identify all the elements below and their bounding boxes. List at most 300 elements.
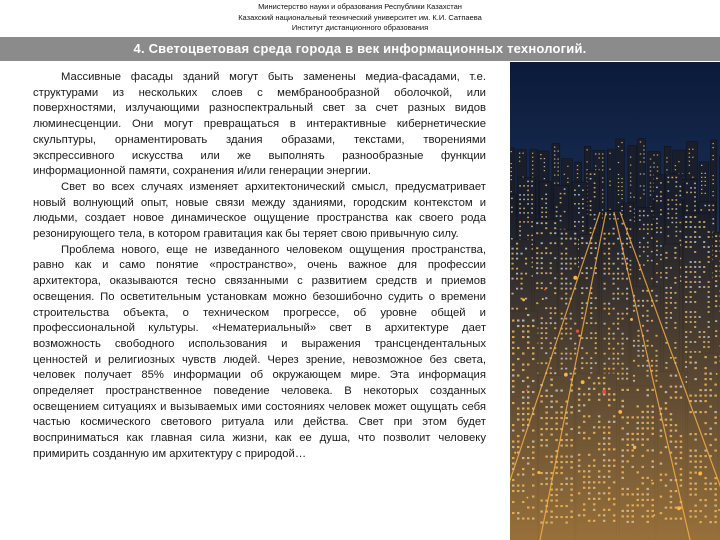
window-light — [511, 175, 512, 176]
window-light — [712, 147, 713, 148]
window-light — [609, 209, 610, 210]
street-light — [602, 390, 606, 394]
window-light — [686, 192, 688, 194]
window-light — [527, 181, 529, 183]
window-light — [564, 188, 566, 190]
window-light — [701, 181, 702, 182]
window-light — [650, 170, 651, 171]
window-light — [694, 183, 696, 185]
window-light — [639, 210, 641, 212]
window-light — [701, 189, 702, 190]
window-light — [686, 183, 688, 185]
window-light — [618, 182, 619, 183]
window-light — [643, 145, 644, 146]
window-light — [594, 196, 596, 198]
window-light — [557, 163, 558, 164]
window-light — [630, 177, 631, 178]
window-light — [554, 163, 555, 164]
window-light — [656, 200, 658, 202]
window-light — [705, 185, 706, 186]
window-light — [586, 149, 587, 150]
window-light — [621, 194, 622, 195]
window-light — [621, 206, 622, 207]
window-light — [590, 178, 592, 180]
street-light — [581, 380, 585, 384]
street-light — [716, 373, 718, 375]
window-light — [643, 161, 644, 162]
window-light — [602, 177, 603, 178]
street-light — [526, 389, 528, 391]
window-light — [650, 182, 651, 183]
window-light — [705, 181, 706, 182]
window-light — [712, 195, 713, 196]
window-light — [679, 195, 681, 197]
window-light — [590, 209, 592, 211]
window-light — [557, 175, 558, 176]
window-light — [643, 189, 644, 190]
window-light — [708, 209, 710, 211]
window-light — [594, 187, 596, 189]
window-light — [574, 194, 576, 196]
window-light — [630, 181, 631, 182]
window-light — [609, 153, 610, 154]
window-light — [618, 186, 619, 187]
window-light — [545, 203, 547, 205]
street-light — [542, 298, 544, 300]
window-light — [618, 174, 619, 175]
window-light — [545, 207, 547, 209]
window-light — [531, 208, 533, 210]
window-light — [598, 153, 599, 154]
window-light — [701, 165, 702, 166]
window-light — [527, 190, 529, 192]
window-light — [511, 198, 513, 200]
street-light — [537, 471, 540, 474]
window-light — [653, 166, 654, 167]
window-light — [557, 151, 558, 152]
window-light — [675, 208, 677, 210]
window-light — [582, 208, 584, 210]
street-light — [522, 298, 525, 301]
street-light — [597, 377, 599, 379]
window-light — [527, 194, 529, 196]
window-light — [689, 173, 690, 174]
window-light — [586, 161, 587, 162]
window-light — [650, 186, 651, 187]
window-light — [511, 179, 512, 180]
street-light — [544, 289, 546, 291]
window-light — [594, 191, 596, 193]
institute-line: Институт дистанционного образования — [291, 23, 429, 32]
window-light — [621, 182, 622, 183]
window-light — [708, 205, 710, 207]
window-light — [640, 161, 641, 162]
window-light — [660, 209, 662, 211]
window-light — [527, 185, 529, 187]
window-light — [519, 185, 521, 187]
window-light — [686, 205, 688, 207]
window-light — [532, 173, 533, 174]
window-light — [532, 169, 533, 170]
window-light — [519, 199, 521, 201]
window-light — [544, 178, 545, 179]
window-light — [618, 162, 619, 163]
window-light — [594, 173, 596, 175]
window-light — [574, 203, 576, 205]
window-light — [650, 158, 651, 159]
window-light — [602, 169, 603, 170]
window-light — [531, 203, 533, 205]
window-light — [679, 204, 681, 206]
window-light — [630, 206, 632, 208]
street-light — [573, 276, 577, 280]
window-light — [560, 197, 562, 199]
window-light — [630, 157, 631, 158]
window-light — [660, 196, 662, 198]
slide-title: 4. Светоцветовая среда города в век информационных технологий. — [0, 37, 720, 61]
window-light — [694, 187, 696, 189]
street-light — [651, 479, 653, 481]
window-light — [705, 193, 706, 194]
window-light — [675, 177, 677, 179]
window-light — [554, 155, 555, 156]
street-light — [618, 410, 622, 414]
window-light — [511, 151, 512, 152]
window-light — [511, 207, 513, 209]
window-light — [712, 175, 713, 176]
window-light — [712, 159, 713, 160]
window-light — [694, 196, 696, 198]
window-light — [554, 167, 555, 168]
window-light — [640, 173, 641, 174]
window-light — [602, 165, 603, 166]
window-light — [618, 178, 619, 179]
window-light — [643, 193, 644, 194]
window-light — [657, 154, 658, 155]
street-light — [578, 335, 580, 337]
window-light — [692, 157, 693, 158]
window-light — [690, 192, 692, 194]
ministry-line: Министерство науки и образования Республики Казахстан — [258, 2, 462, 11]
window-light — [689, 165, 690, 166]
window-light — [671, 199, 673, 201]
window-light — [577, 173, 578, 174]
window-light — [545, 194, 547, 196]
window-light — [532, 161, 533, 162]
street-light — [677, 506, 681, 510]
window-light — [519, 153, 520, 154]
window-light — [667, 181, 669, 183]
window-light — [590, 173, 592, 175]
body-text — [33, 70, 486, 463]
window-light — [694, 192, 696, 194]
window-light — [705, 177, 706, 178]
window-light — [666, 161, 667, 162]
window-light — [692, 177, 693, 178]
paragraph: Проблема нового, еще не изведанного человеком ощущения пространства, равно как и само понятие «пространство», очень важное для профессии архитектора, оказываются тесно связанными с развитием средств и приемов освещения. По осветительным установкам можно безошибочно судить о времени строительства объекта, о техническом прогрессе, об уровне общей и профессиональной культуры. «Нематериальный» свет в архитектуре дает возможность свободного использования и выражения трансцендентальных ценностей и религиозных чувств людей. Через зрение, невозможное без света, человек получает 85% информации об окружающем мире. Эта информация определяет пространственное поведение человека. В некоторых созданных освещением ситуациях и вызываемых ими состояниях человек может ощущать себя частью космического светового ритуала или действа. Свет при этом будет восприниматься как главная сила жизни, как ее душа, что позволит человеку примирить созданную им архитектуру с природой… — [33, 243, 486, 460]
window-light — [595, 165, 596, 166]
window-light — [621, 178, 622, 179]
window-light — [523, 185, 525, 187]
window-light — [651, 210, 653, 212]
window-light — [574, 190, 576, 192]
window-light — [712, 205, 714, 207]
window-light — [618, 194, 619, 195]
window-light — [602, 209, 603, 210]
window-light — [540, 154, 541, 155]
window-light — [560, 193, 562, 195]
window-light — [679, 190, 681, 192]
window-light — [578, 208, 580, 210]
window-light — [531, 185, 533, 187]
window-light — [531, 199, 533, 201]
window-light — [577, 177, 578, 178]
window-light — [621, 210, 622, 211]
window-light — [675, 186, 677, 188]
window-light — [686, 210, 688, 212]
window-light — [554, 151, 555, 152]
window-light — [519, 208, 521, 210]
street-light — [526, 497, 528, 499]
window-light — [532, 165, 533, 166]
window-light — [630, 173, 631, 174]
street-light — [527, 376, 529, 378]
window-light — [519, 203, 521, 205]
window-light — [545, 198, 547, 200]
street-light — [633, 446, 636, 449]
window-light — [557, 171, 558, 172]
window-light — [621, 186, 622, 187]
window-light — [640, 197, 641, 198]
window-light — [578, 185, 580, 187]
window-light — [650, 194, 651, 195]
window-light — [560, 202, 562, 204]
window-light — [653, 154, 654, 155]
window-light — [554, 175, 555, 176]
window-light — [643, 149, 644, 150]
window-light — [527, 199, 529, 201]
street-light — [576, 330, 579, 333]
window-light — [666, 169, 667, 170]
window-light — [541, 198, 543, 200]
window-light — [511, 167, 512, 168]
street-light — [564, 373, 568, 377]
window-light — [689, 153, 690, 154]
window-light — [643, 210, 645, 212]
window-light — [511, 163, 512, 164]
window-light — [701, 177, 702, 178]
window-light — [595, 153, 596, 154]
window-light — [667, 177, 669, 179]
window-light — [609, 169, 610, 170]
window-light — [667, 199, 669, 201]
window-light — [692, 149, 693, 150]
window-light — [666, 157, 667, 158]
window-light — [564, 174, 565, 175]
window-light — [694, 201, 696, 203]
window-light — [621, 190, 622, 191]
street-light — [653, 514, 655, 516]
window-light — [602, 157, 603, 158]
window-light — [667, 204, 669, 206]
window-light — [679, 186, 681, 188]
window-light — [544, 162, 545, 163]
window-light — [643, 173, 644, 174]
window-light — [650, 166, 651, 167]
window-light — [590, 200, 592, 202]
window-light — [653, 162, 654, 163]
window-light — [511, 171, 512, 172]
window-light — [675, 204, 677, 206]
window-light — [678, 161, 679, 162]
university-line: Казахский национальный технический университет им. К.И. Сатпаева — [238, 12, 482, 22]
street-light — [514, 452, 516, 454]
window-light — [544, 158, 545, 159]
window-light — [554, 147, 555, 148]
window-light — [557, 167, 558, 168]
window-light — [541, 207, 543, 209]
window-light — [660, 182, 662, 184]
window-light — [630, 165, 631, 166]
window-light — [602, 193, 603, 194]
window-light — [694, 210, 696, 212]
window-light — [712, 143, 713, 144]
window-light — [544, 170, 545, 171]
window-light — [675, 195, 677, 197]
window-light — [689, 149, 690, 150]
window-light — [712, 183, 713, 184]
window-light — [618, 190, 619, 191]
window-light — [582, 203, 584, 205]
window-light — [657, 166, 658, 167]
street-light — [630, 318, 633, 321]
window-light — [523, 208, 525, 210]
window-light — [660, 191, 662, 193]
window-light — [640, 153, 641, 154]
window-light — [675, 169, 676, 170]
window-light — [671, 208, 673, 210]
window-light — [700, 209, 702, 211]
window-light — [712, 179, 713, 180]
window-light — [582, 199, 584, 201]
window-light — [640, 185, 641, 186]
window-light — [689, 157, 690, 158]
paragraph: Массивные фасады зданий могут быть заменены медиа-фасадами, т.е. структурами из нескольких слоев с мембранообразной оболочкой, или поверхностями, излучающими разноспектральный свет за счет разных видов люминесценции. Они могут превращаться в интерактивные кибернетические скульптуры, орнаментировать здания образами, текстами, творениями экспрессивного искусства или же выполнять разнообразные функции информационной памяти, сохранения и/или генерации энергии. — [33, 71, 486, 178]
window-light — [577, 169, 578, 170]
window-light — [578, 203, 580, 205]
window-light — [598, 157, 599, 158]
window-light — [554, 159, 555, 160]
window-light — [519, 194, 521, 196]
window-light — [522, 153, 523, 154]
window-light — [544, 166, 545, 167]
window-light — [567, 182, 568, 183]
window-light — [531, 194, 533, 196]
night-city-photo — [510, 62, 720, 540]
window-light — [602, 161, 603, 162]
window-light — [633, 197, 634, 198]
window-light — [650, 174, 651, 175]
window-light — [660, 200, 662, 202]
city-glow — [510, 212, 720, 540]
window-light — [656, 187, 658, 189]
window-light — [656, 196, 658, 198]
window-light — [577, 165, 578, 166]
window-light — [701, 173, 702, 174]
slide-header — [0, 0, 720, 36]
window-light — [519, 161, 520, 162]
window-light — [630, 185, 631, 186]
window-light — [567, 166, 568, 167]
window-light — [594, 182, 596, 184]
window-light — [523, 199, 525, 201]
window-light — [640, 141, 641, 142]
window-light — [531, 181, 533, 183]
window-light — [519, 157, 520, 158]
window-light — [567, 178, 568, 179]
window-light — [712, 209, 714, 211]
window-light — [532, 157, 533, 158]
window-light — [643, 153, 644, 154]
window-light — [701, 193, 702, 194]
window-light — [556, 206, 558, 208]
city-skyline-graphic — [510, 62, 720, 540]
paragraph: Свет во всех случаях изменяет архитектонический смысл, предусматривает новый волнующий опыт, новые связи между зданиями, городским контекстом и людьми, создает новое динамическое ощущение пространства как своего рода резонирующего тела, в котором гравитация как бы теряет свою привычную силу. — [33, 180, 486, 241]
window-light — [671, 177, 673, 179]
window-light — [618, 202, 619, 203]
window-light — [621, 142, 622, 143]
window-light — [557, 159, 558, 160]
window-light — [532, 153, 533, 154]
window-light — [540, 158, 541, 159]
window-light — [578, 194, 580, 196]
window-light — [689, 161, 690, 162]
street-light — [608, 499, 610, 501]
window-light — [650, 190, 651, 191]
window-light — [621, 150, 622, 151]
window-light — [694, 205, 696, 207]
window-light — [667, 208, 669, 210]
window-light — [712, 155, 713, 156]
window-light — [630, 193, 631, 194]
window-light — [523, 194, 525, 196]
window-light — [656, 178, 658, 180]
window-light — [527, 203, 529, 205]
window-light — [675, 165, 676, 166]
window-light — [602, 181, 603, 182]
window-light — [675, 199, 677, 201]
window-light — [630, 210, 632, 212]
window-light — [609, 181, 610, 182]
window-light — [705, 173, 706, 174]
window-light — [643, 157, 644, 158]
window-light — [704, 205, 706, 207]
window-light — [621, 198, 622, 199]
window-light — [602, 197, 603, 198]
window-light — [609, 185, 610, 186]
window-light — [511, 191, 512, 192]
window-light — [564, 193, 566, 195]
window-light — [690, 187, 692, 189]
window-light — [554, 183, 555, 184]
window-light — [602, 189, 603, 190]
window-light — [657, 170, 658, 171]
window-light — [675, 181, 677, 183]
street-light — [698, 472, 702, 476]
window-light — [545, 185, 547, 187]
window-light — [630, 197, 631, 198]
window-light — [582, 190, 584, 192]
